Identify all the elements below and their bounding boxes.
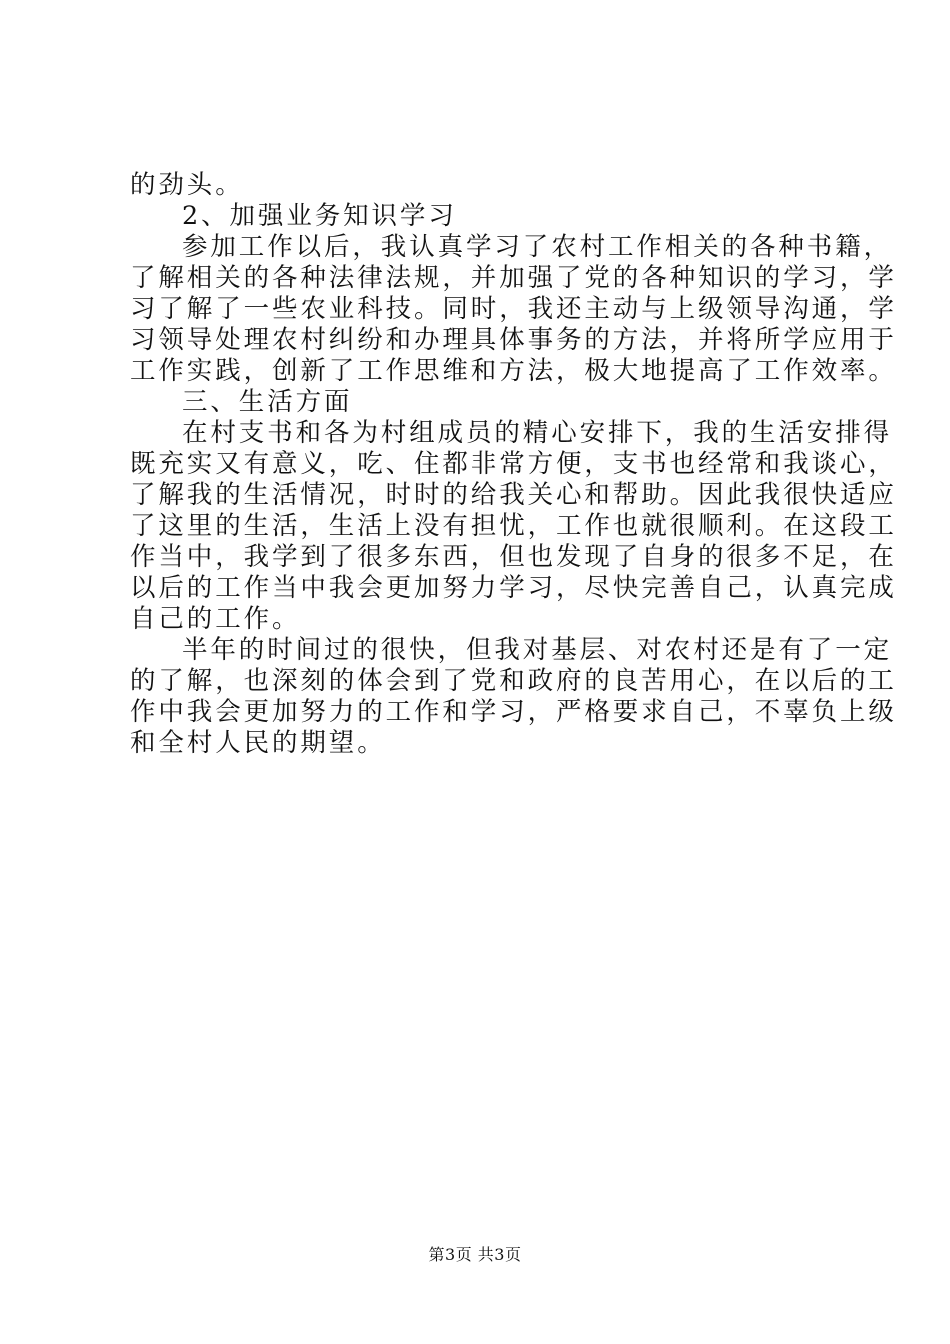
text-line: 了解我的生活情况，时时的给我关心和帮助。因此我很快适应: [130, 480, 897, 510]
section-heading: 2、加强业务知识学习: [182, 201, 457, 231]
paragraph-first-line: 在村支书和各为村组成员的精心安排下，我的生活安排得: [182, 418, 893, 448]
text-line: 和全村人民的期望。: [130, 728, 386, 758]
text-line: 工作实践，创新了工作思维和方法，极大地提高了工作效率。: [130, 356, 897, 386]
document-body: [130, 170, 897, 759]
paragraph-first-line: 参加工作以后，我认真学习了农村工作相关的各种书籍，: [182, 232, 893, 262]
text-line: 习了解了一些农业科技。同时，我还主动与上级领导沟通，学: [130, 294, 897, 324]
text-line: 了解相关的各种法律法规，并加强了党的各种知识的学习，学: [130, 263, 897, 293]
text-line: 以后的工作当中我会更加努力学习，尽快完善自己，认真完成: [130, 573, 897, 603]
section-heading: 三、生活方面: [182, 387, 353, 417]
text-line: 自己的工作。: [130, 604, 301, 634]
text-line: 的了解，也深刻的体会到了党和政府的良苦用心，在以后的工: [130, 666, 897, 696]
text-line: 既充实又有意义，吃、住都非常方便，支书也经常和我谈心，: [130, 449, 897, 479]
text-line: 习领导处理农村纠纷和办理具体事务的方法，并将所学应用于: [130, 325, 897, 355]
text-line: 了这里的生活，生活上没有担忧，工作也就很顺利。在这段工: [130, 511, 897, 541]
text-line: 作中我会更加努力的工作和学习，严格要求自己，不辜负上级: [130, 697, 897, 727]
text-line: 的劲头。: [130, 170, 244, 200]
paragraph-first-line: 半年的时间过的很快，但我对基层、对农村还是有了一定: [182, 635, 893, 665]
page-number-footer: 第3页 共3页: [428, 1245, 522, 1264]
text-line: 作当中，我学到了很多东西，但也发现了自身的很多不足，在: [130, 542, 897, 572]
